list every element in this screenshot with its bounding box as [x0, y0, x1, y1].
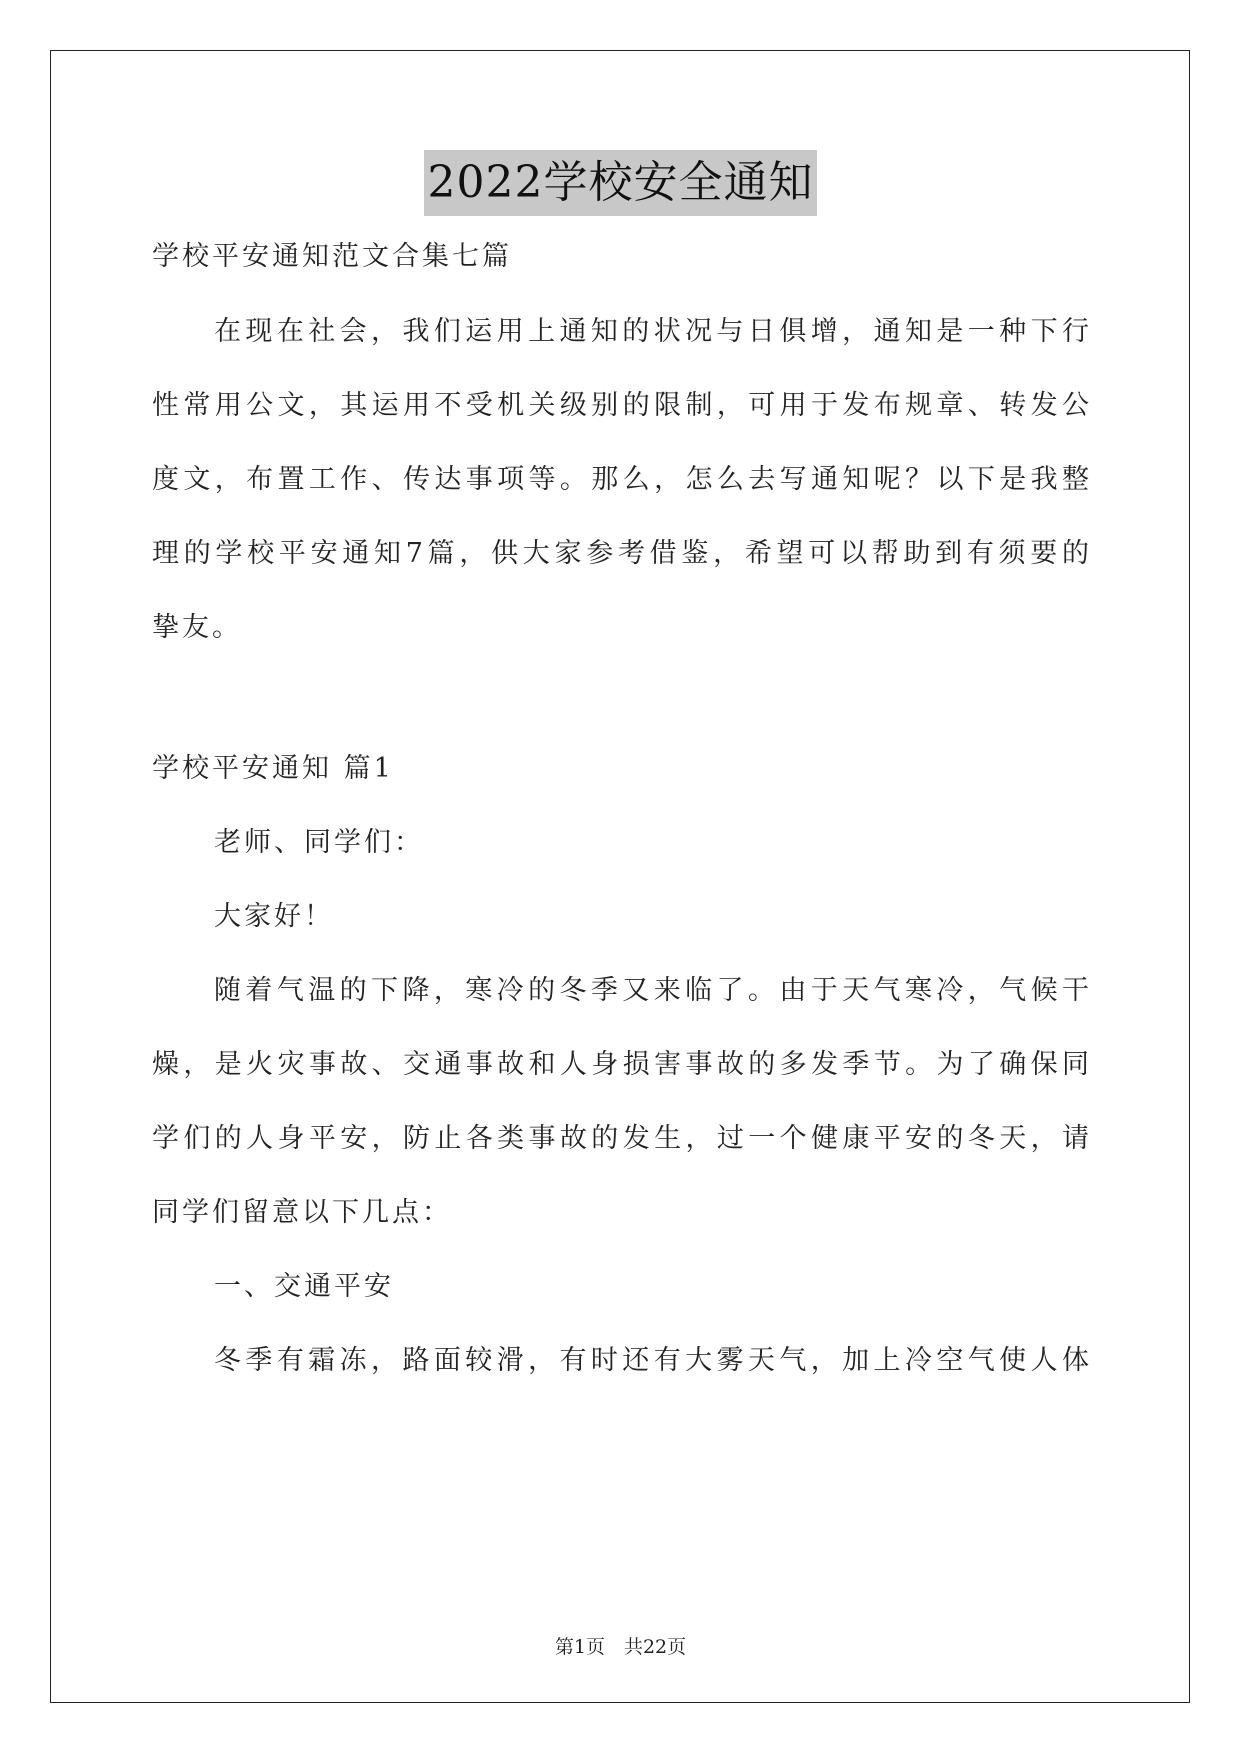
item-heading: 一、交通平安: [214, 1271, 394, 1302]
document-title: 2022学校安全通知: [424, 150, 818, 216]
paragraph-line: 同学们留意以下几点：: [152, 1197, 452, 1228]
page-border: [50, 50, 1190, 1703]
salutation: 老师、同学们：: [214, 827, 424, 858]
section-heading: 学校平安通知 篇1: [152, 753, 394, 784]
paragraph-line: 冬季有霜冻，路面较滑，有时还有大雾天气，加上冷空气使人体: [214, 1345, 1092, 1376]
page-number: 第1页 共22页: [554, 1636, 687, 1658]
intro-line: 在现在社会，我们运用上通知的状况与日俱增，通知是一种下行: [214, 316, 1092, 347]
paragraph-line: 学们的人身平安，防止各类事故的发生，过一个健康平安的冬天，请: [152, 1123, 1092, 1154]
title-container: [0, 150, 1241, 216]
intro-line: 理的学校平安通知7篇，供大家参考借鉴，希望可以帮助到有须要的: [152, 538, 1092, 569]
subtitle: 学校平安通知范文合集七篇: [152, 241, 512, 272]
intro-line: 挚友。: [152, 612, 242, 643]
greeting: 大家好！: [214, 901, 334, 932]
paragraph-line: 燥，是火灾事故、交通事故和人身损害事故的多发季节。为了确保同: [152, 1049, 1092, 1080]
intro-line: 性常用公文，其运用不受机关级别的限制，可用于发布规章、转发公: [152, 390, 1092, 421]
intro-line: 度文，布置工作、传达事项等。那么，怎么去写通知呢？以下是我整: [152, 464, 1092, 495]
paragraph-line: 随着气温的下降，寒冷的冬季又来临了。由于天气寒冷，气候干: [214, 975, 1092, 1006]
